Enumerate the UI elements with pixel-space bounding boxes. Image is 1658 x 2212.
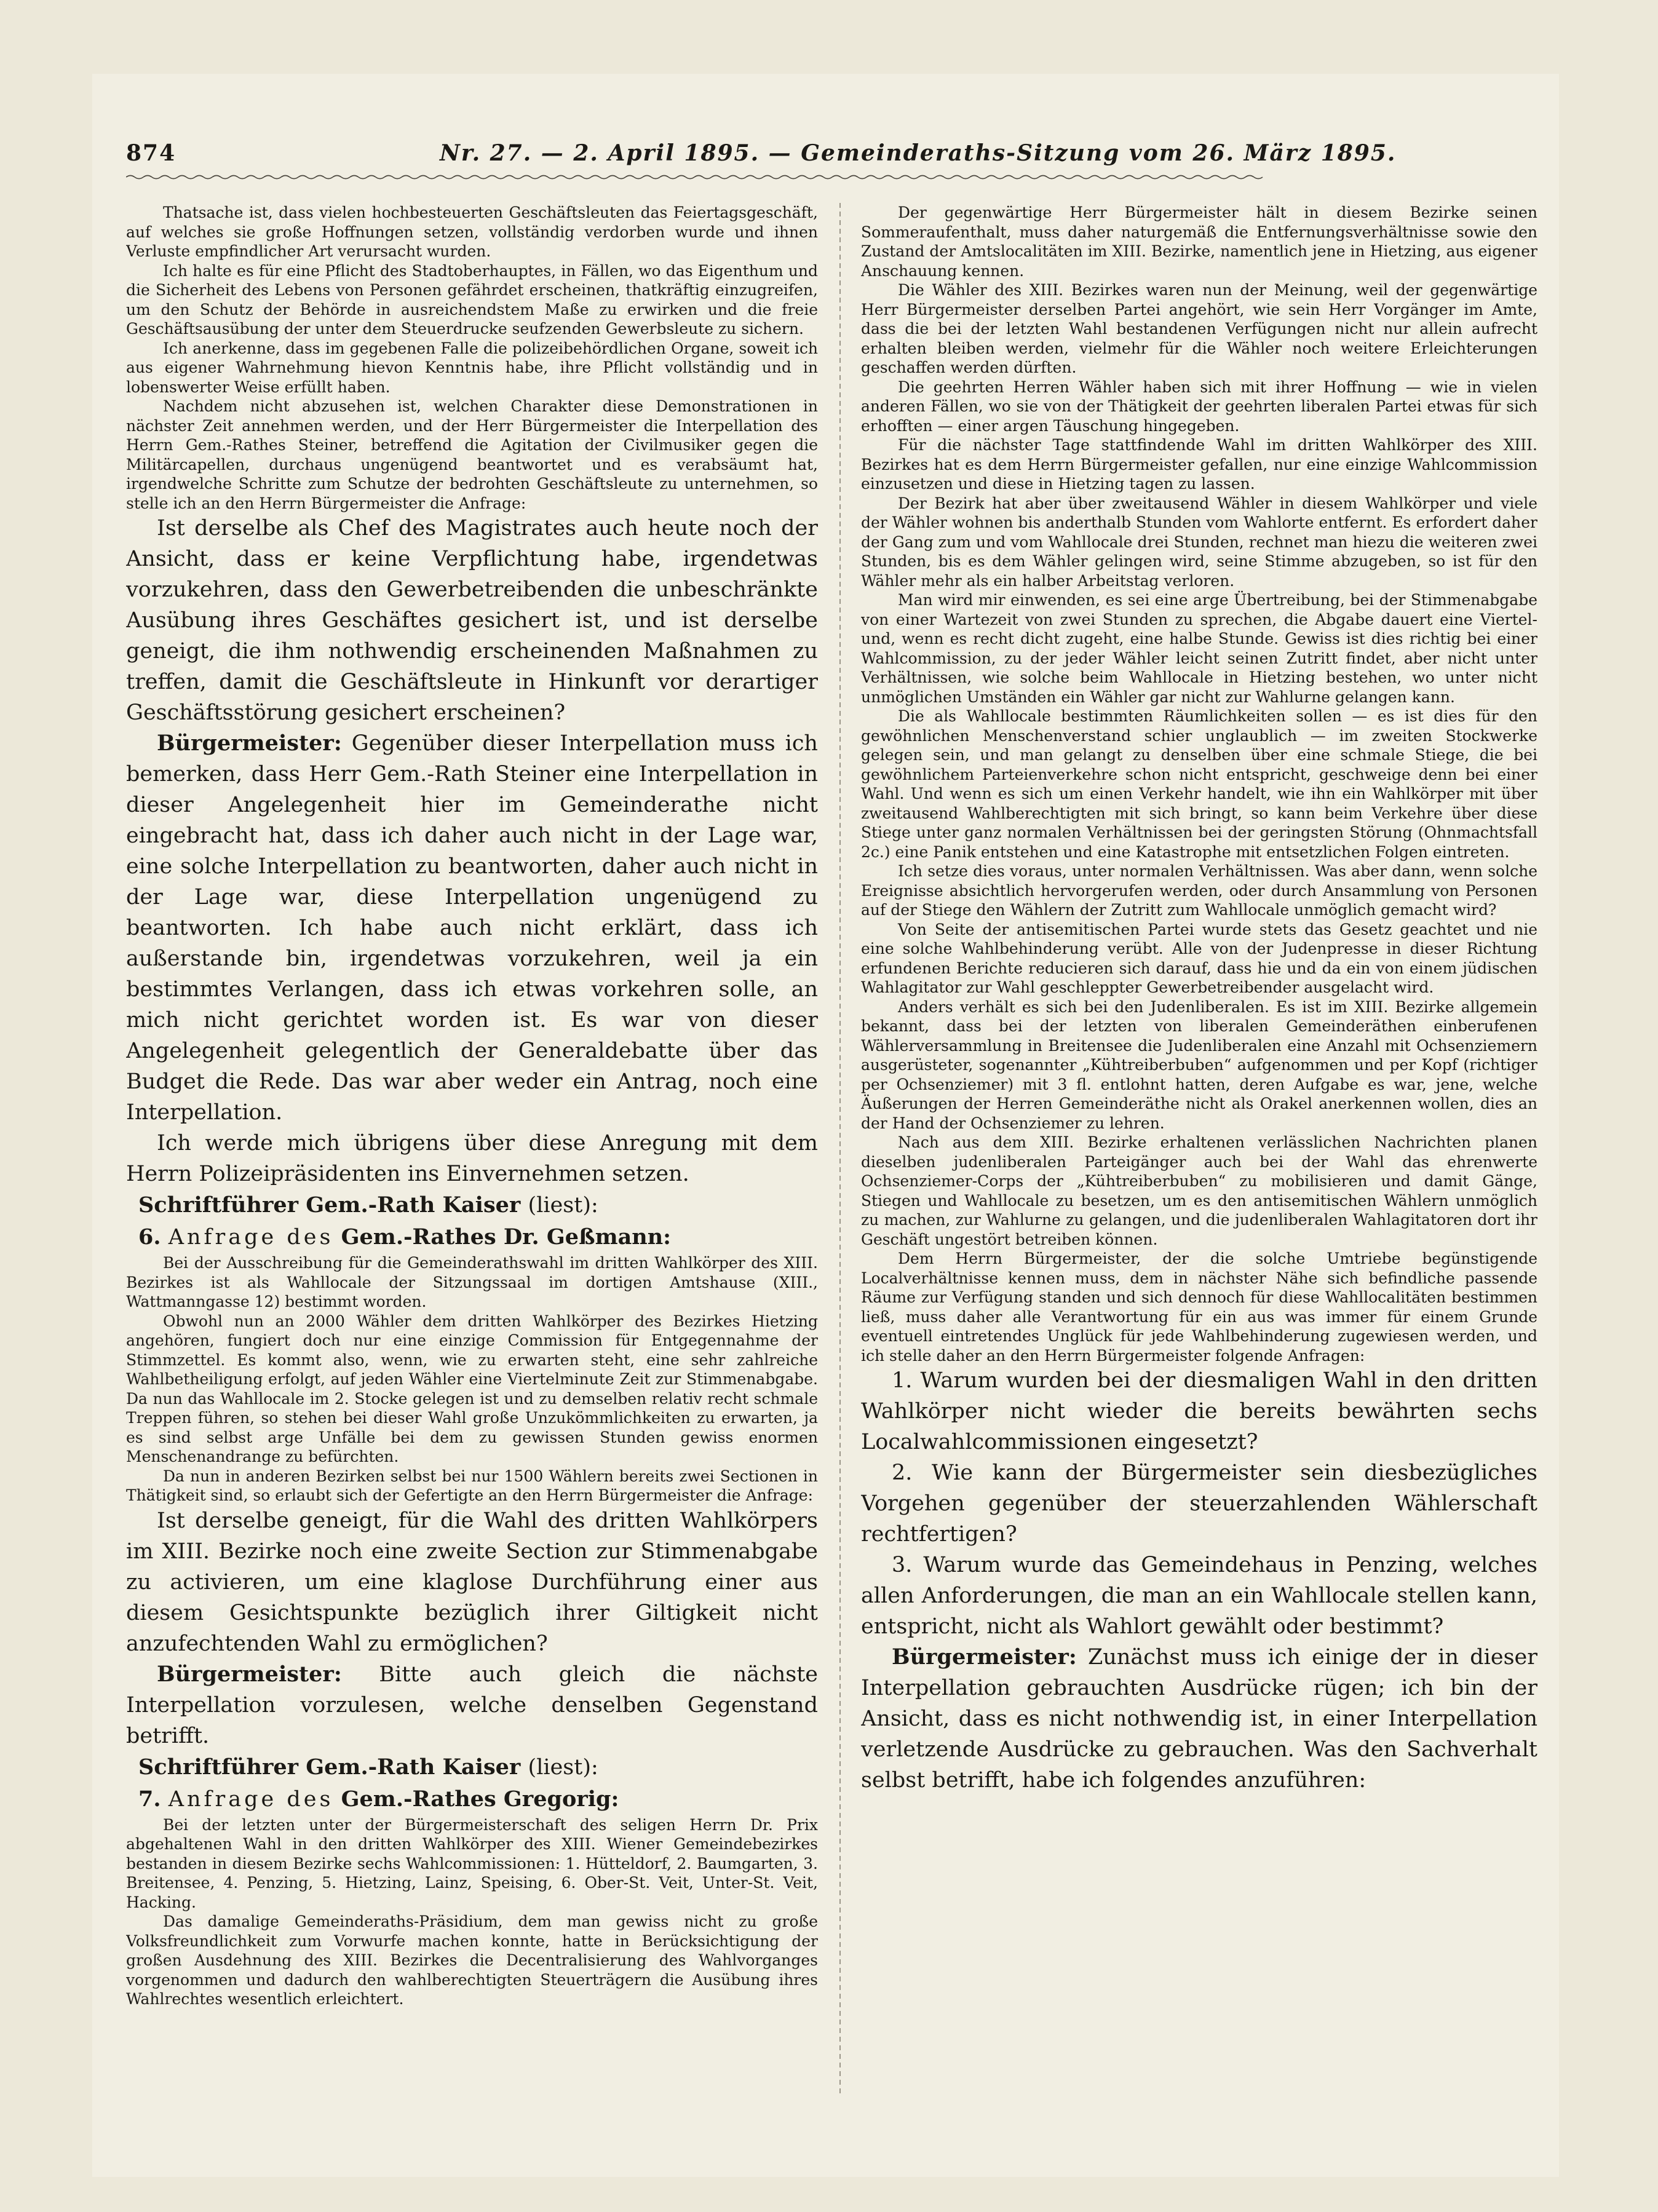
paragraph: Ich halte es für eine Pflicht des Stadtoberhauptes, in Fällen, wo das Eigenthum und die Sicherheit des Lebens von Personen gefährdet erscheinen, thatkräftig einzugreifen, um den Schutz der Behörde in ausreichendstem Maße zu erwirken und die freie Geschäftsausübung der unter dem Steuerdrucke seufzenden Gewerbsleute zu sichern. bbox=[126, 261, 818, 338]
inquiry-author: Gem.-Rathes Gregorig: bbox=[341, 1786, 619, 1812]
inquiry-label: Anfrage des bbox=[168, 1786, 334, 1812]
speaker-label: Bürgermeister: bbox=[157, 731, 342, 756]
column-divider bbox=[839, 203, 841, 2097]
secretary-name: Schriftführer Gem.-Rath Kaiser bbox=[138, 1192, 521, 1218]
inquiry-heading-6 bbox=[126, 1221, 818, 1253]
paragraph: Bei der letzten unter der Bürgermeisterschaft des seligen Herrn Dr. Prix abgehaltenen Wahl in den dritten Wahlkörper des XIII. Wiener Gemeindebezirkes bestanden in diesem Bezirke sechs Wahlcommissionen: 1. Hütteldorf, 2. Baumgarten, 3. Breitensee, 4. Penzing, 5. Hietzing, Lainz, Speising, 6. Ober-St. Veit, Unter-St. Veit, Hacking. bbox=[126, 1815, 818, 1911]
paragraph: Ich anerkenne, dass im gegebenen Falle die polizeibehördlichen Organe, soweit ich aus eigener Wahrnehmung hievon Kenntnis habe, ihre Pflicht vollständig und in lobenswerter Weise erfüllt haben. bbox=[126, 339, 818, 396]
issue-title: Nr. 27. — 2. April 1895. — Gemeinderaths-Sitzung vom 26. März 1895. bbox=[440, 140, 1397, 166]
secretary-action: (liest): bbox=[528, 1193, 598, 1218]
left-column bbox=[126, 203, 818, 2109]
inquiry-number: 7. bbox=[138, 1786, 161, 1812]
secretary-name: Schriftführer Gem.-Rath Kaiser bbox=[138, 1754, 521, 1780]
paragraph: Der gegenwärtige Herr Bürgermeister hält in diesem Bezirke seinen Sommeraufenthalt, muss daher naturgemäß die Entfernungsverhältnisse sowie den Zustand der Amtslocalitäten im XIII. Bezirke, namentlich jene in Hietzing, aus eigener Anschauung kennen. bbox=[861, 204, 1537, 280]
paragraph: Das damalige Gemeinderaths-Präsidium, dem man gewiss nicht zu große Volksfreundlichkeit zum Vorwurfe machen konnte, hatte in Berücksichtigung der großen Ausdehnung des XIII. Bezirkes die Decentralisierung des Wahlvorganges vorgenommen und dadurch den wahlberechtigten Steuerträgern die Ausübung ihres Wahlrechtes wesentlich erleichtert. bbox=[126, 1913, 818, 2008]
question-1: 1. Warum wurden bei der diesmaligen Wahl in den dritten Wahlkörper nicht wieder die bereits bewährten sechs Localwahlcommissionen eingesetzt? bbox=[861, 1368, 1537, 1454]
speaker-label: Bürgermeister: bbox=[157, 1661, 342, 1687]
question-3: 3. Warum wurde das Gemeindehaus in Penzing, welches allen Anforderungen, die man an ein Wahllocale stellen kann, entspricht, nicht als Wahlort gewählt oder bestimmt? bbox=[861, 1553, 1537, 1639]
paragraph: Nachdem nicht abzusehen ist, welchen Charakter diese Demonstrationen in nächster Zeit annehmen werden, und der Herr Bürgermeister die Interpellation des Herrn Gem.-Rathes Steiner, betreffend die Agitation der Civilmusiker gegen die Militärcapellen, durchaus ungenügend beantwortet und es verabsäumt hat, irgendwelche Schritte zum Schutze der bedrohten Geschäftsleute zu unternehmen, so stelle ich an den Herrn Bürgermeister die Anfrage: bbox=[126, 397, 818, 512]
secretary-line bbox=[126, 1751, 818, 1783]
paragraph: Nach aus dem XIII. Bezirke erhaltenen verlässlichen Nachrichten planen dieselben judenliberalen Parteigänger auch bei der Wahl das ehrenwerte Ochsenziemer-Corps der „Kühtreiberbuben“ zu mobilisieren und damit Gänge, Stiegen und Wahllocale zu besetzen, um es den antisemitischen Wählern unmöglich zu machen, zur Wahlurne zu gelangen, und die judenliberalen Wahlagitatoren dort ihr Geschäft ungestört betreiben können. bbox=[861, 1133, 1537, 1248]
inquiry-heading-7 bbox=[126, 1783, 818, 1815]
right-column bbox=[861, 203, 1537, 2122]
paragraph: Für die nächster Tage stattfindende Wahl im dritten Wahlkörper des XIII. Bezirkes hat es dem Herrn Bürgermeister gefallen, nur eine einzige Wahlcommission einzusetzen und diese in Hietzing tagen zu lassen. bbox=[861, 436, 1537, 493]
paragraph: Die Wähler des XIII. Bezirkes waren nun der Meinung, weil der gegenwärtige Herr Bürgermeister derselben Partei angehört, wie sein Herr Vorgänger im Amte, dass die bei der letzten Wahl bestandenen Verfügungen nicht nur allein aufrecht erhalten bleiben werden, vielmehr für die Wähler noch weitere Erleichterungen geschaffen werden dürften. bbox=[861, 281, 1537, 376]
paragraph: Thatsache ist, dass vielen hochbesteuerten Geschäftsleuten das Feiertagsgeschäft, auf welches sie große Hoffnungen setzen, vollständig verdorben wurde und ihnen Verluste empfindlicher Art verursacht wurden. bbox=[126, 204, 818, 260]
mayor-reply bbox=[126, 728, 818, 1128]
secretary-line bbox=[126, 1189, 818, 1221]
reply-text: Bitte auch gleich die nächste Interpellation vorzulesen, welche denselben Gegenstand betrifft. bbox=[126, 1662, 818, 1748]
interpellation-question: Ist derselbe als Chef des Magistrates auch heute noch der Ansicht, dass er keine Verpflichtung habe, irgendetwas vorzukehren, dass den Gewerbetreibenden die unbeschränkte Ausübung ihres Geschäftes gesichert ist, und ist derselbe geneigt, die ihm nothwendig erscheinenden Maßnahmen zu treffen, damit die Geschäftsleute in Hinkunft vor derartiger Geschäftsstörung gesichert erscheinen? bbox=[126, 516, 818, 725]
inquiry-number: 6. bbox=[138, 1224, 161, 1250]
paragraph: Man wird mir einwenden, es sei eine arge Übertreibung, bei der Stimmenabgabe von einer Wartezeit von zwei Stunden zu sprechen, die Abgabe dauert eine Viertel- und, wenn es recht dicht zugeht, eine halbe Stunde. Gewiss ist dies richtig bei einer Wahlcommission, zu der jeder Wähler leicht seinen Zutritt findet, aber nicht unter Verhältnissen, wie solche beim Wahllocale in Hietzing bestehen, wo unter nicht unmöglichen Umständen ein Wähler gar nicht zur Wahlurne gelangen kann. bbox=[861, 591, 1537, 706]
paragraph: Die geehrten Herren Wähler haben sich mit ihrer Hoffnung — wie in vielen anderen Fällen, wo sie von der Thätigkeit der geehrten liberalen Partei etwas für sich erhofften — einer argen Täuschung hingegeben. bbox=[861, 378, 1537, 435]
paragraph: Anders verhält es sich bei den Judenliberalen. Es ist im XIII. Bezirke allgemein bekannt, dass bei der letzten von liberalen Gemeinderäthen einberufenen Wählerversammlung in Breitensee die Judenliberalen eine Anzahl mit Ochsenziemern ausgerüsteter, sogenannter „Kühtreiberbuben“ aufgenommen und per Kopf (richtiger per Ochsenziemer) mit 3 fl. entlohnt hatten, deren Aufgabe es war, jene, welche Äußerungen der Herren Gemeinderäthe nicht als Orakel anerkennen wollen, dies an der Hand der Ochsenziemer zu lehren. bbox=[861, 997, 1537, 1132]
mayor-reply bbox=[126, 1659, 818, 1751]
paragraph: Da nun in anderen Bezirken selbst bei nur 1500 Wählern bereits zwei Sectionen in Thätigkeit sind, so erlaubt sich der Gefertigte an den Herrn Bürgermeister die Anfrage: bbox=[126, 1467, 818, 1504]
question-2: 2. Wie kann der Bürgermeister sein diesbezügliches Vorgehen gegenüber der steuerzahlenden Wählerschaft rechtfertigen? bbox=[861, 1461, 1537, 1547]
inquiry-author: Gem.-Rathes Dr. Geßmann: bbox=[341, 1224, 672, 1250]
paragraph: Von Seite der antisemitischen Partei wurde stets das Gesetz geachtet und nie eine solche Wahlbehinderung verübt. Alle von der Judenpresse in dieser Richtung erfundenen Berichte reducieren sich darauf, dass hie und da ein von einem jüdischen Wahlagitator zur Wahl geschleppter Gewerbetreibender ausgelacht wird. bbox=[861, 920, 1537, 996]
page-header bbox=[126, 140, 1397, 177]
interpellation-question: Ist derselbe geneigt, für die Wahl des dritten Wahlkörpers im XIII. Bezirke noch eine zweite Section zur Stimmenabgabe zu activieren, um eine klaglose Durchführung einer aus diesem Gesichtspunkte bezüglich ihrer Giltigkeit nicht anzufechtenden Wahl zu ermöglichen? bbox=[126, 1508, 818, 1656]
mayor-reply-continued: Ich werde mich übrigens über diese Anregung mit dem Herrn Polizeipräsidenten ins Einvernehmen setzen. bbox=[126, 1131, 818, 1186]
page-number: 874 bbox=[126, 140, 177, 166]
paragraph: Die als Wahllocale bestimmten Räumlichkeiten sollen — es ist dies für den gewöhnlichen Menschenverstand schier unglaublich — im zweiten Stockwerke gelegen sein, und man gelangt zu denselben über eine schmale Stiege, die bei gewöhnlichem Parteienverkehre schon nicht entspricht, geschweige denn bei einer Wahl. Und wenn es sich um einen Verkehr handelt, wie ihn ein Wahlkörper mit über zweitausend Wahlberechtigten mit sich bringt, so kann beim Verkehre über diese Stiege unter ganz normalen Verhältnissen bei der geringsten Störung (Ohnmachtsfall 2c.) eine Panik entstehen und eine Katastrophe mit entsetzlichen Folgen eintreten. bbox=[861, 707, 1537, 861]
reply-text: Zunächst muss ich einige der in dieser Interpellation gebrauchten Ausdrücke rügen; ich bin der Ansicht, dass es nicht nothwendig ist, in einer Interpellation verletzende Ausdrücke zu gebrauchen. Was den Sachverhalt selbst betrifft, habe ich folgendes anzuführen: bbox=[861, 1645, 1537, 1793]
paragraph: Bei der Ausschreibung für die Gemeinderathswahl im dritten Wahlkörper des XIII. Bezirkes ist als Wahllocale der Sitzungssaal im dortigen Amtshause (XIII., Wattmanngasse 12) bestimmt worden. bbox=[126, 1254, 818, 1310]
mayor-reply bbox=[861, 1642, 1537, 1796]
speaker-label: Bürgermeister: bbox=[892, 1644, 1077, 1670]
inquiry-label: Anfrage des bbox=[168, 1225, 334, 1250]
reply-text: Gegenüber dieser Interpellation muss ich bemerken, dass Herr Gem.-Rath Steiner eine Interpellation in dieser Angelegenheit hier im Gemeinderathe nicht eingebracht hat, dass ich daher auch nicht in der Lage war, eine solche Interpellation zu beantworten, daher auch nicht in der Lage war, diese Interpellation ungenügend zu beantworten. Ich habe auch nicht erklärt, dass ich außerstande bin, irgendetwas vorzukehren, weil ja ein bestimmtes Verlangen, dass ich etwas vorkehren solle, an mich nicht gerichtet worden ist. Es war von dieser Angelegenheit gelegentlich der Generaldebatte über das Budget die Rede. Das war aber weder ein Antrag, noch eine Interpellation. bbox=[126, 731, 818, 1125]
paragraph: Obwohl nun an 2000 Wähler dem dritten Wahlkörper des Bezirkes Hietzing angehören, fungiert doch nur eine einzige Commission für Entgegennahme der Stimmzettel. Es kommt also, wenn, wie zu erwarten steht, eine sehr zahlreiche Wahlbetheiligung erfolgt, auf jeden Wähler eine Viertelminute Zeit zur Stimmenabgabe. Da nun das Wahllocale im 2. Stocke gelegen ist und zu demselben relativ recht schmale Treppen führen, so stehen bei dieser Wahl große Unzukömmlichkeiten zu erwarten, ja es sind selbst arge Unfälle bei dem zu gewissen Stunden gewiss enormen Menschenandrange zu befürchten. bbox=[126, 1312, 818, 1465]
paragraph: Der Bezirk hat aber über zweitausend Wähler in diesem Wahlkörper und viele der Wähler wohnen bis anderthalb Stunden vom Wahlorte entfernt. Es erfordert daher der Gang zum und vom Wahllocale drei Stunden, rechnet man hiezu die weiteren zwei Stunden, bis es dem Wähler gelingen wird, seine Stimme abzugeben, so ist für den Wähler mehr als ein halber Arbeitstag verloren. bbox=[861, 494, 1537, 590]
secretary-action: (liest): bbox=[528, 1754, 598, 1780]
paragraph: Ich setze dies voraus, unter normalen Verhältnissen. Was aber dann, wenn solche Ereignisse absichtlich hervorgerufen werden, oder durch Ansammlung von Personen auf der Stiege den Wählern der Zutritt zum Wahllocale unmöglich gemacht wird? bbox=[861, 862, 1537, 919]
header-wavy-rule bbox=[126, 174, 1267, 180]
paragraph: Dem Herrn Bürgermeister, der die solche Umtriebe begünstigende Localverhältnisse kennen muss, dem in nächster Nähe sich befindliche passende Räume zur Verfügung standen und sich dennoch für diese Wahllocalitäten bestimmen ließ, muss daher alle Verantwortung für ein aus was immer für einem Grunde eventuell eintretendes Unglück für jede Wahlbehinderung zugewiesen werden, und ich stelle daher an den Herrn Bürgermeister folgende Anfragen: bbox=[861, 1250, 1537, 1365]
